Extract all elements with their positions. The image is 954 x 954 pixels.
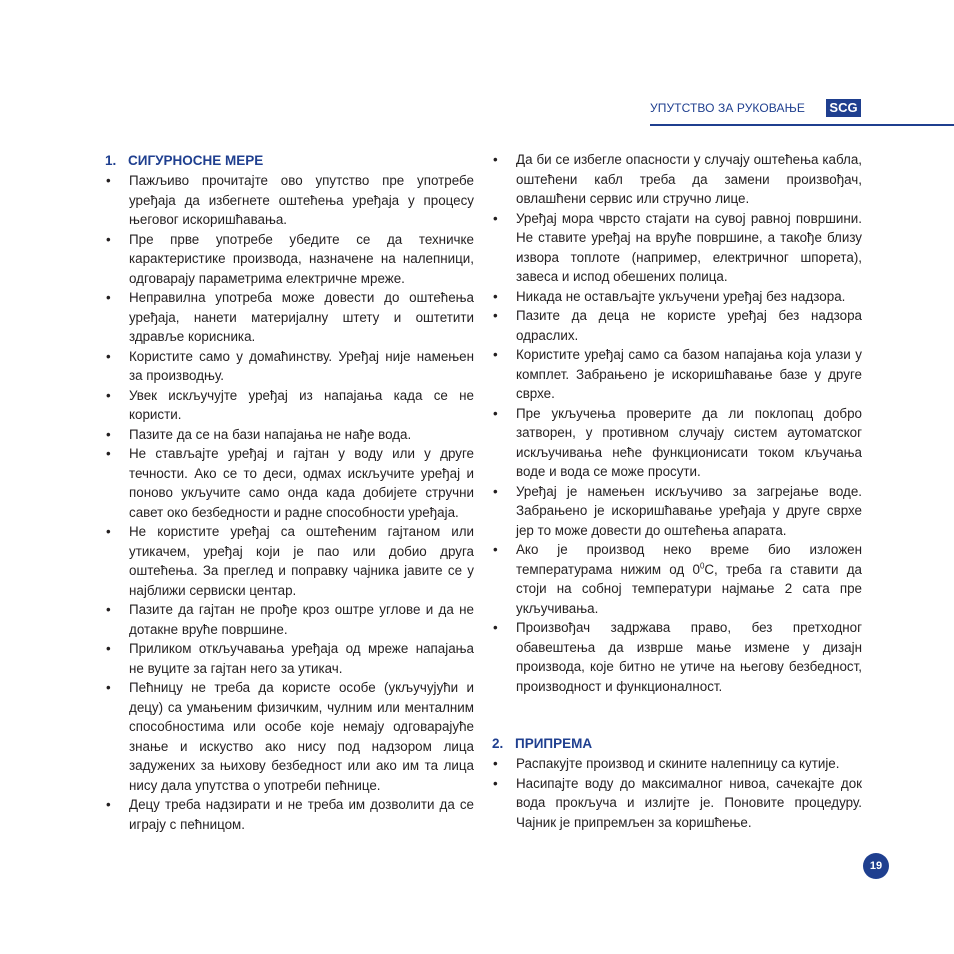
list-item: • Пре укључења проверите да ли поклопац добро затворен, у противном случају систем аутоматског искључивања неће функционисати током кључања воде и вода се може просути. [492, 404, 862, 482]
list-item [492, 540, 862, 618]
right-column [492, 150, 862, 832]
list-item: • Пре прве употребе убедите се да техничке карактеристике производа, назначене на налепници, одговарају параметрима електричне мреже. [105, 230, 474, 289]
safety-list [105, 171, 474, 834]
superscript: 0 [699, 561, 705, 571]
language-badge: SCG [826, 99, 861, 117]
page-header [650, 98, 954, 126]
list-item: • Никада не остављајте укључени уређај без надзора. [492, 287, 862, 307]
list-item-text: Ако је производ неко време био изложен температурама нижим од 0 [516, 542, 862, 577]
section-title: ПРИПРЕМА [515, 736, 593, 751]
header-title: УПУТСТВО ЗА РУКОВАЊЕ [650, 101, 805, 115]
list-item: • Не користите уређај са оштећеним гајтаном или утикачем, уређај који је пао или добио друга оштећења. За преглед и поправку чајника јавите се у најближи сервиски центар. [105, 522, 474, 600]
safety-list-continued [492, 150, 862, 696]
list-item: • Распакујте производ и скините налепницу са кутије. [492, 754, 862, 774]
left-column [105, 150, 474, 834]
list-item: • Не стављајте уређај и гајтан у воду или у друге течности. Ако се то деси, одмах искључите уређај и поново укључите само онда када добијете стручни савет око безбедности и радне способности уређаја. [105, 444, 474, 522]
list-item: • Уређај мора чврсто стајати на сувој равној површини. Не ставите уређај на вруће површине, а такође близу извора топлоте (например, електричног шпорета), завеса и испод обешених полица. [492, 209, 862, 287]
list-item: • Да би се избегле опасности у случају оштећења кабла, оштећени кабл треба да замени произвођач, овлашћени сервис или стручно лице. [492, 150, 862, 209]
list-item: • Пазите да гајтан не прође кроз оштре углове и да не дотакне вруће површине. [105, 600, 474, 639]
section-number: 2. [492, 736, 504, 751]
list-item: • Децу треба надзирати и не треба им дозволити да се играју с пећницом. [105, 795, 474, 834]
list-item-text: C, треба га ставити да стоји на собној температури најмање 2 сата пре укључивања. [516, 561, 863, 616]
list-item: • Користите само у домаћинству. Уређај није намењен за производњу. [105, 347, 474, 386]
list-item: • Пазите да се на бази напајања не нађе вода. [105, 425, 474, 445]
list-item: • Пазите да деца не користе уређај без надзора одраслих. [492, 306, 862, 345]
list-item: • Пећницу не треба да користе особе (укључујући и децу) са умањеним физичким, чулним или менталним способностима или особе које немају одговарајуће знање и искуство ако нису под надзором лица задужених за њихову безбедност или ако им та лица нису дала упутства о употреби пећнице. [105, 678, 474, 795]
preparation-list [492, 754, 862, 832]
list-item: • Произвођач задржава право, без претходног обавештења да изврше мање измене у дизајн производа, које битно не утиче на његову безбедност, производност и функционалност. [492, 618, 862, 696]
section-number: 1. [105, 153, 117, 168]
list-item: • Пажљиво прочитајте ово упутство пре употребе уређаја да избегнете оштећења уређаја у процесу његовог искоришћавања. [105, 171, 474, 230]
section-heading-preparation [492, 733, 862, 754]
list-item: • Приликом откључавања уређаја од мреже напајања не вуците за гајтан него за утикач. [105, 639, 474, 678]
section-title: СИГУРНОСНЕ МЕРЕ [128, 153, 264, 168]
page-number: 19 [863, 853, 889, 879]
list-item: • Увек искључујте уређај из напајања када се не користи. [105, 386, 474, 425]
list-item: • Користите уређај само са базом напајања која улази у комплет. Забрањено је искоришћавање базе у друге сврхе. [492, 345, 862, 404]
list-item: • Насипајте воду до максималног нивоа, сачекајте док вода прокључа и излијте је. Поновите процедуру. Чајник је припремљен за коришћење. [492, 774, 862, 833]
list-item: • Уређај је намењен искључиво за загрејање воде. Забрањено је искоришћавање уређаја у друге сврхе јер то може довести до оштећења апарата. [492, 482, 862, 541]
list-item: • Неправилна употреба може довести до оштећења уређаја, нанети материјалну штету и оштетити здравље корисника. [105, 288, 474, 347]
section-preparation [492, 733, 862, 832]
section-heading-safety [105, 150, 474, 171]
